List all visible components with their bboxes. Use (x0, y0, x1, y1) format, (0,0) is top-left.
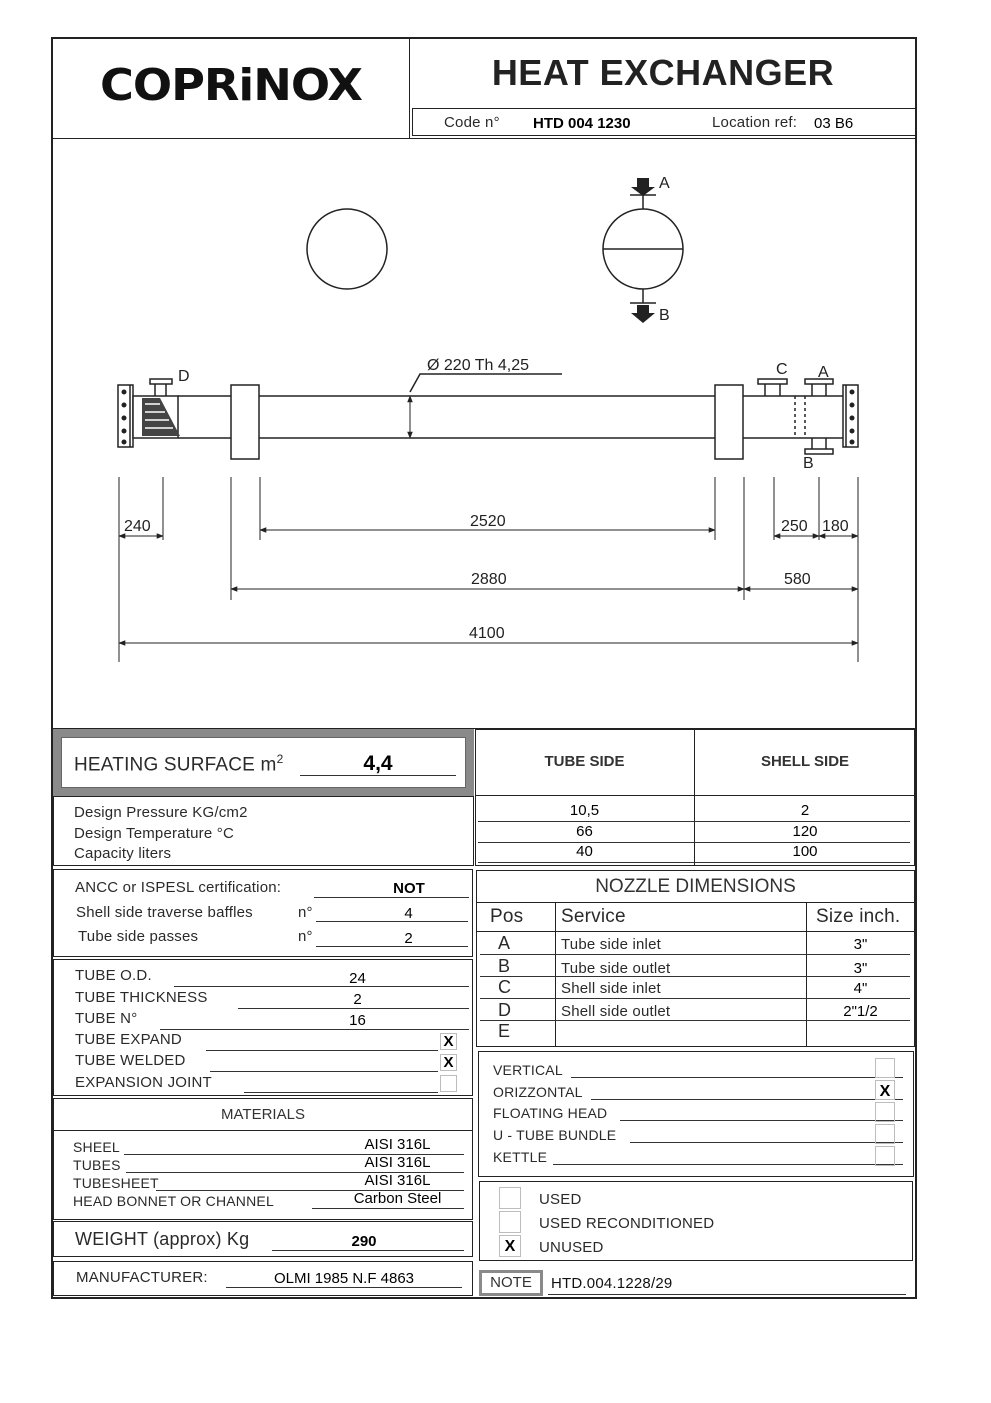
shell-side-header: SHELL SIDE (760, 753, 850, 770)
passes-value: 2 (404, 930, 413, 947)
location-label: Location ref: (712, 114, 798, 131)
tube-number-underline (160, 1029, 469, 1030)
note-value: HTD.004.1228/29 (551, 1275, 673, 1292)
tube-number-label: TUBE N° (75, 1010, 138, 1027)
tube-thickness-value: 2 (353, 991, 362, 1008)
shell-temperature-value: 120 (792, 823, 818, 840)
baffles-n-label: n° (298, 904, 313, 921)
ancc-value: NOT (393, 880, 425, 897)
weight-underline (272, 1250, 464, 1251)
material-head-value: Carbon Steel (353, 1190, 442, 1207)
material-shell-value: AISI 316L (364, 1136, 431, 1153)
tube-expand-underline (206, 1050, 438, 1051)
nozzle-row-size: 2"1/2 (843, 1003, 878, 1020)
design-temperature-label: Design Temperature °C (74, 825, 234, 842)
passes-n-label: n° (298, 928, 313, 945)
kettle-checkbox[interactable] (875, 1146, 895, 1166)
nozzle-row-service: Shell side outlet (561, 1003, 671, 1020)
company-logo: COPRiNOX (100, 60, 362, 111)
expansion-joint-underline (244, 1092, 438, 1093)
nozzle-header-line (476, 931, 915, 932)
nozzle-label-a-top: A (659, 175, 670, 192)
used-reconditioned-checkbox[interactable] (499, 1211, 521, 1233)
expansion-joint-checkbox[interactable] (440, 1075, 457, 1092)
orientation-horizontal-label: ORIZZONTAL (493, 1084, 583, 1100)
sides-row-line (478, 821, 910, 822)
weight-label: WEIGHT (approx) Kg (75, 1229, 250, 1249)
orientation-underline (553, 1164, 903, 1165)
nozzle-row-service: Tube side inlet (561, 936, 662, 953)
tube-temperature-value: 66 (576, 823, 593, 840)
note-underline (548, 1294, 906, 1295)
nozzle-pos-header: Pos (490, 906, 524, 927)
dim-4100: 4100 (469, 625, 505, 642)
heating-surface-value: 4,4 (363, 752, 393, 775)
nozzle-row-size: 4" (853, 980, 868, 997)
dim-2520: 2520 (470, 513, 506, 530)
tube-number-value: 16 (349, 1012, 366, 1029)
nozzle-row-size: 3" (853, 936, 868, 953)
tube-expand-checkbox[interactable]: X (440, 1033, 457, 1050)
orientation-kettle-label: KETTLE (493, 1149, 548, 1165)
nozzle-row-line (480, 954, 910, 955)
nozzle-row-size: 3" (853, 960, 868, 977)
u-tube-checkbox[interactable] (875, 1124, 895, 1144)
nozzle-row-service: Tube side outlet (561, 960, 671, 977)
orientation-underline (571, 1077, 903, 1078)
tube-od-label: TUBE O.D. (75, 967, 152, 984)
nozzle-label-a: A (818, 364, 829, 381)
materials-header-line (53, 1130, 473, 1131)
tube-expand-label: TUBE EXPAND (75, 1031, 182, 1048)
shell-pressure-value: 2 (800, 802, 810, 819)
manufacturer-label: MANUFACTURER: (76, 1269, 208, 1286)
dim-240: 240 (124, 518, 151, 535)
manufacturer-underline (226, 1287, 462, 1288)
orientation-floating-head-label: FLOATING HEAD (493, 1105, 608, 1121)
baffles-label: Shell side traverse baffles (76, 904, 253, 921)
used-label: USED (539, 1191, 582, 1208)
nozzle-service-header: Service (561, 906, 626, 927)
horizontal-checkbox[interactable]: X (875, 1080, 895, 1100)
shell-diameter-label: Ø 220 Th 4,25 (427, 357, 529, 374)
material-shell-label: SHEEL (73, 1139, 120, 1155)
tube-welded-label: TUBE WELDED (75, 1052, 186, 1069)
nozzle-row-pos: B (498, 956, 511, 976)
nozzle-label-b: B (803, 455, 814, 472)
nozzle-row-pos: C (498, 977, 512, 997)
nozzle-row-pos: A (498, 933, 511, 953)
dim-580: 580 (784, 571, 811, 588)
material-head-label: HEAD BONNET OR CHANNEL (73, 1193, 274, 1209)
nozzle-title: NOZZLE DIMENSIONS (595, 876, 796, 897)
ancc-label: ANCC or ISPESL certification: (75, 879, 282, 896)
nozzle-row-pos: E (498, 1021, 511, 1041)
nozzle-col-line (555, 902, 556, 1047)
code-label: Code n° (444, 114, 500, 131)
note-label: NOTE (479, 1270, 543, 1296)
end-view-circle (307, 209, 387, 289)
ancc-underline (314, 897, 469, 898)
tube-thickness-underline (238, 1008, 469, 1009)
baffles-value: 4 (404, 905, 413, 922)
unused-label: UNUSED (539, 1239, 604, 1256)
unused-checkbox[interactable]: X (499, 1235, 521, 1257)
orientation-underline (630, 1142, 903, 1143)
nozzle-row-pos: D (498, 1000, 512, 1020)
code-value: HTD 004 1230 (533, 115, 631, 132)
materials-title: MATERIALS (221, 1106, 305, 1123)
orientation-underline (620, 1120, 903, 1121)
heating-surface-label: HEATING SURFACE $m^2$ (74, 752, 284, 776)
material-head-underline (312, 1208, 464, 1209)
vertical-checkbox[interactable] (875, 1058, 895, 1078)
orientation-underline (591, 1099, 903, 1100)
material-tubesheet-value: AISI 316L (364, 1172, 431, 1189)
nozzle-label-d: D (178, 368, 190, 385)
expansion-joint-label: EXPANSION JOINT (75, 1074, 212, 1091)
nozzle-row-line (480, 998, 910, 999)
material-tubesheet-label: TUBESHEET (73, 1175, 159, 1191)
nozzle-size-header: Size inch. (816, 906, 901, 927)
tube-od-value: 24 (349, 970, 366, 987)
shell-capacity-value: 100 (792, 843, 818, 860)
material-tubes-value: AISI 316L (364, 1154, 431, 1171)
orientation-vertical-label: VERTICAL (493, 1062, 563, 1078)
orientation-u-tube-label: U - TUBE BUNDLE (493, 1127, 617, 1143)
document-title: HEAT EXCHANGER (491, 52, 835, 93)
design-pressure-label: Design Pressure KG/cm2 (74, 804, 248, 821)
tube-thickness-label: TUBE THICKNESS (75, 989, 208, 1006)
floating-head-checkbox[interactable] (875, 1102, 895, 1122)
dim-180: 180 (822, 518, 849, 535)
location-value: 03 B6 (814, 115, 854, 132)
dim-250: 250 (781, 518, 808, 535)
tube-side-header: TUBE SIDE (544, 753, 625, 770)
manufacturer-value: OLMI 1985 N.F 4863 (273, 1270, 415, 1287)
dim-2880: 2880 (471, 571, 507, 588)
tube-od-underline (174, 986, 469, 987)
nozzle-row-line (480, 976, 910, 977)
nozzle-title-line (476, 902, 915, 903)
sides-row-line (478, 862, 910, 863)
nozzle-row-service: Shell side inlet (561, 980, 661, 997)
capacity-label: Capacity liters (74, 845, 172, 862)
tube-welded-underline (210, 1071, 438, 1072)
material-tubes-label: TUBES (73, 1157, 121, 1173)
tube-capacity-value: 40 (576, 843, 593, 860)
tube-welded-checkbox[interactable]: X (440, 1054, 457, 1071)
used-checkbox[interactable] (499, 1187, 521, 1209)
nozzle-row-line (480, 1020, 910, 1021)
passes-label: Tube side passes (78, 928, 199, 945)
used-reconditioned-label: USED RECONDITIONED (539, 1215, 715, 1232)
weight-value: 290 (351, 1233, 377, 1250)
nozzle-label-c: C (776, 361, 788, 378)
nozzle-label-b-bottom: B (659, 307, 670, 324)
sides-header-line (475, 795, 915, 796)
tube-pressure-value: 10,5 (569, 802, 600, 819)
